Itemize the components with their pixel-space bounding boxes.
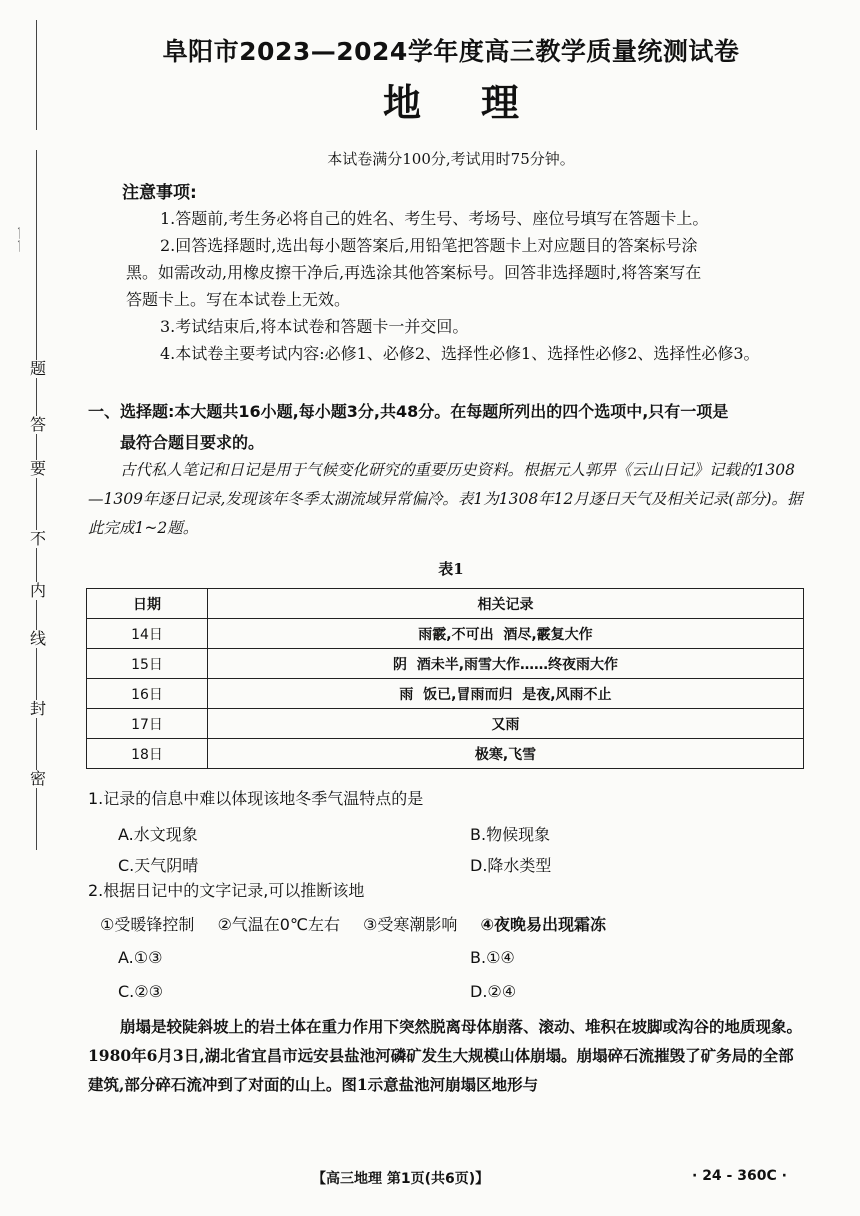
seal-char: 内 [30, 581, 47, 600]
seal-char: 要 [30, 459, 47, 478]
binding-margin [0, 0, 72, 1216]
column-header-record: 相关记录 [208, 589, 804, 619]
footer-code: · 24 - 360C · [692, 1168, 787, 1184]
passage-diary: 古代私人笔记和日记是用于气候变化研究的重要历史资料。根据元人郭畀《云山日记》记载的1308—1309年逐日记录,发现该年冬季太湖流域异常偏冷。表1为1308年12月逐日天气及相关记录(部分)。据此完成1~2题。 [88, 461, 803, 537]
notice-item: 4.本试卷主要考试内容:必修1、必修2、选择性必修1、选择性必修2、选择性必修3。 [160, 344, 760, 363]
seal-char: 线 [30, 629, 47, 648]
binding-mark: 一一 [13, 226, 29, 253]
cell-record: 雨 饭已,冒雨而归 是夜,风雨不止 [208, 679, 804, 709]
table-row [87, 679, 804, 709]
question-2-option-a[interactable]: A.①③ [118, 948, 163, 967]
question-2-option-c[interactable]: C.②③ [118, 982, 163, 1001]
weather-record-table [86, 588, 804, 769]
question-1-option-b[interactable]: B.物候现象 [470, 825, 551, 844]
notice-item: 2.回答选择题时,选出每小题答案后,用铅笔把答题卡上对应题目的答案标号涂 [160, 236, 698, 255]
cell-date: 14日 [87, 619, 208, 649]
subject-title: 地理 [382, 81, 579, 125]
table-caption: 表1 [438, 560, 464, 578]
table-row [87, 619, 804, 649]
question-2-stem: 2.根据日记中的文字记录,可以推断该地 [88, 881, 365, 900]
notice-item: 3.考试结束后,将本试卷和答题卡一并交回。 [160, 317, 469, 336]
binding-line [36, 150, 37, 850]
notice-list [126, 205, 806, 367]
cell-record: 又雨 [208, 709, 804, 739]
column-header-date: 日期 [87, 589, 208, 619]
seal-char: 封 [30, 699, 47, 718]
cell-date: 16日 [87, 679, 208, 709]
question-2-option-b[interactable]: B.①④ [470, 948, 515, 967]
question-2-statements [100, 912, 624, 935]
seal-char: 题 [30, 359, 47, 378]
notice-item: 黑。如需改动,用橡皮擦干净后,再选涂其他答案标号。回答非选择题时,将答案写在 [126, 263, 702, 282]
seal-char: 密 [30, 769, 47, 788]
cell-date: 18日 [87, 739, 208, 769]
footer-page-info: 【高三地理 第1页(共6页)】 [312, 1171, 490, 1187]
statement-3: ③受寒潮影响 [363, 915, 458, 934]
exam-info: 本试卷满分100分,考试用时75分钟。 [327, 150, 575, 168]
statement-2: ②气温在0℃左右 [217, 915, 340, 934]
section-heading-line: 最符合题目要求的。 [120, 433, 265, 452]
table-row [87, 649, 804, 679]
cell-record: 阴 酒未半,雨雪大作……终夜雨大作 [208, 649, 804, 679]
cell-record: 极寒,飞雪 [208, 739, 804, 769]
notice-item: 1.答题前,考生务必将自己的姓名、考生号、考场号、座位号填写在答题卡上。 [160, 209, 709, 228]
cell-date: 17日 [87, 709, 208, 739]
cell-record: 雨霰,不可出 酒尽,霰复大作 [208, 619, 804, 649]
table-row [87, 739, 804, 769]
passage-collapse: 崩塌是较陡斜坡上的岩土体在重力作用下突然脱离母体崩落、滚动、堆积在坡脚或沟谷的地质现象。1980年6月3日,湖北省宜昌市远安县盐池河磷矿发生大规模山体崩塌。崩塌碎石流摧毁了矿务局的全部建筑,部分碎石流冲到了对面的山上。图1示意盐池河崩塌区地形与 [88, 1017, 803, 1094]
seal-char: 不 [30, 529, 47, 548]
notice-heading: 注意事项: [122, 183, 197, 203]
table-header-row [87, 589, 804, 619]
question-2-option-d[interactable]: D.②④ [470, 982, 517, 1001]
notice-item: 答题卡上。写在本试卷上无效。 [126, 290, 351, 309]
table-row [87, 709, 804, 739]
statement-4: ④夜晚易出现霜冻 [480, 915, 607, 934]
section-heading-line: 一、选择题:本大题共16小题,每小题3分,共48分。在每题所列出的四个选项中,只有一项是 [88, 402, 729, 421]
seal-char: 答 [30, 415, 47, 434]
binding-top-line [36, 20, 37, 130]
question-1-option-d[interactable]: D.降水类型 [470, 856, 552, 875]
question-1-stem: 1.记录的信息中难以体现该地冬季气温特点的是 [88, 789, 424, 808]
exam-title: 阜阳市2023—2024学年度高三教学质量统测试卷 [162, 37, 740, 66]
question-1-option-c[interactable]: C.天气阴晴 [118, 856, 199, 875]
statement-1: ①受暖锋控制 [100, 915, 195, 934]
cell-date: 15日 [87, 649, 208, 679]
section-heading [88, 396, 808, 458]
question-1-option-a[interactable]: A.水文现象 [118, 825, 198, 844]
